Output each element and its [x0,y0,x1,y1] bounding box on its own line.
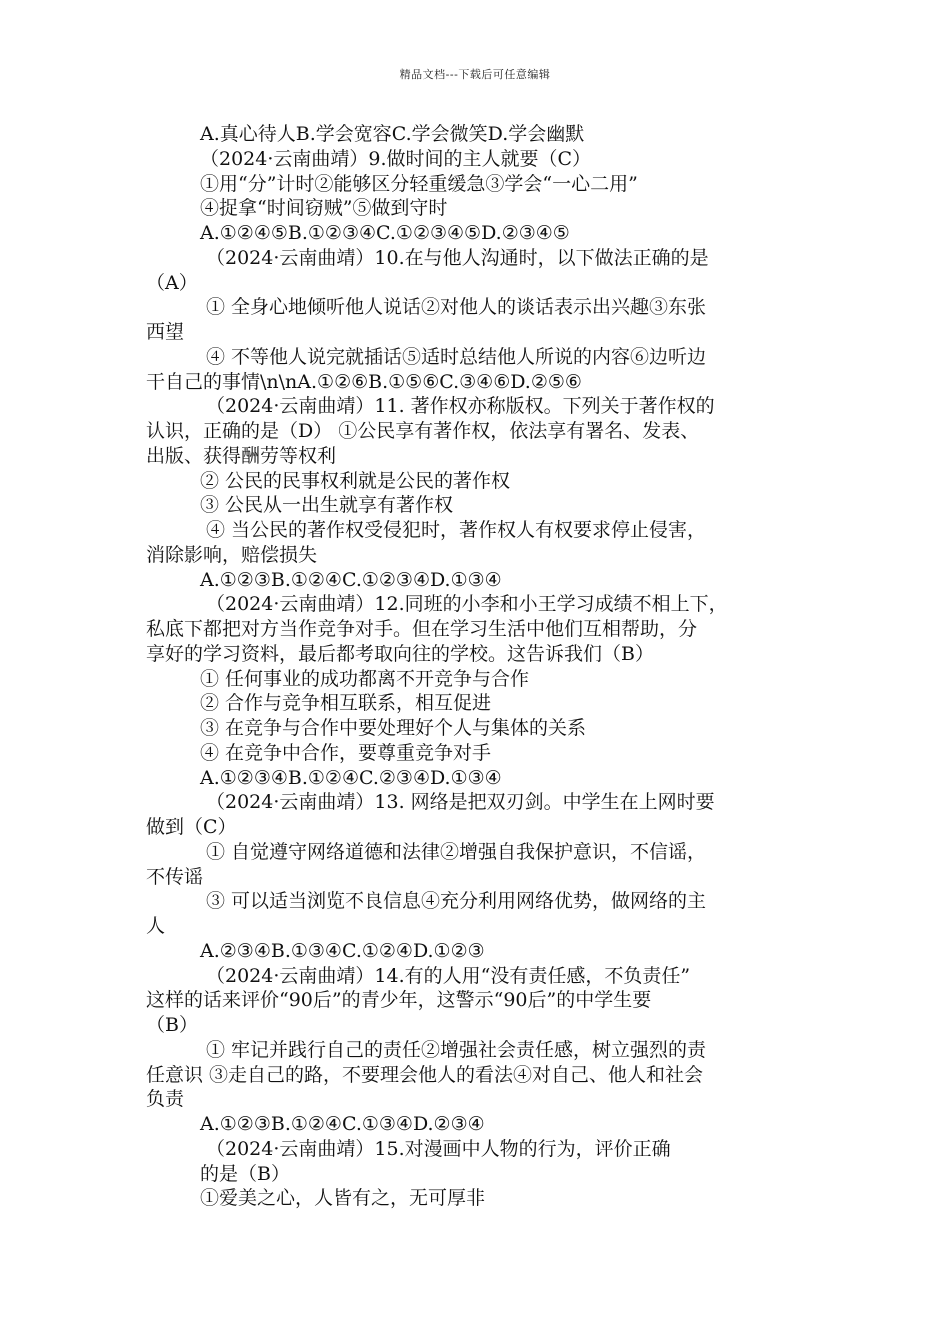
text-line: A.①②③④B.①②④C.②③④D.①③④ [200,766,502,789]
text-line: A.①②③B.①②④C.①②③④D.①③④ [200,568,502,591]
text-line: ③ 在竞争与合作中要处理好个人与集体的关系 [200,717,587,739]
text-line: 享好的学习资料，最后都考取向往的学校。这告诉我们（B） [146,642,654,665]
text-line: 消除影响，赔偿损失 [146,543,318,566]
text-line: 人 [146,915,166,937]
text-line: ③ 公民从一出生就享有著作权 [200,494,454,517]
text-line: ④ 当公民的著作权受侵犯时，著作权人有权要求停止侵害， [206,519,707,541]
page-header: 精品文档---下载后可任意编辑 [399,68,551,81]
text-line: （B） [146,1014,198,1036]
text-line: ② 公民的民事权利就是公民的著作权 [200,469,511,492]
text-line: ① 自觉遵守网络道德和法律②增强自我保护意识，不信谣， [206,840,707,863]
text-line: （2024·云南曲靖）13. 网络是把双刃剑。中学生在上网时要 [206,791,715,814]
text-line: 负责 [146,1088,185,1111]
text-line: 私底下都把对方当作竞争对手。但在学习生活中他们互相帮助，分 [146,618,698,640]
text-line: ① 任何事业的成功都离不开竞争与合作 [200,667,530,690]
text-line: （2024·云南曲靖）9.做时间的主人就要（C） [200,147,592,170]
text-line: （2024·云南曲靖）12.同班的小李和小王学习成绩不相上下， [206,593,728,616]
text-line: ① 牢记并践行自己的责任②增强社会责任感，树立强烈的责 [206,1038,707,1061]
text-line: 的是（B） [200,1162,290,1185]
text-line: ② 合作与竞争相互联系，相互促进 [200,692,492,715]
text-line: （2024·云南曲靖）14.有的人用“没有责任感，不负责任” [206,964,691,987]
text-line: 认识，正确的是（D） ①公民享有著作权，依法享有署名、发表、 [146,420,700,442]
text-line: 做到（C） [146,816,237,838]
document-body [146,122,816,1211]
text-line: （A） [146,271,198,294]
text-line: 这样的话来评价“90后”的青少年，这警示“90后”的中学生要 [146,989,652,1012]
text-line: 不传谣 [146,865,204,888]
text-line: ①用“分”计时②能够区分轻重缓急③学会“一心二用” [200,172,638,195]
text-line: ①爱美之心，人皆有之，无可厚非 [200,1187,486,1210]
text-line: ④捉拿“时间窃贼”⑤做到守时 [200,197,448,220]
text-line: 干自己的事情\n\nA.①②⑥B.①⑤⑥C.③④⑥D.②⑤⑥ [146,370,582,393]
text-line: ③ 可以适当浏览不良信息④充分利用网络优势，做网络的主 [206,890,707,913]
text-line: ④ 不等他人说完就插话⑤适时总结他人所说的内容⑥边听边 [206,345,707,368]
text-line: ④ 在竞争中合作，要尊重竞争对手 [200,741,492,764]
text-line: ① 全身心地倾听他人说话②对他人的谈话表示出兴趣③东张 [206,296,707,319]
text-line: （2024·云南曲靖）11. 著作权亦称版权。下列关于著作权的 [206,395,715,418]
text-line: （2024·云南曲靖）15.对漫画中人物的行为，评价正确 [206,1137,671,1160]
text-line: 任意识 ③走自己的路，不要理会他人的看法④对自己、他人和社会 [146,1063,704,1086]
text-line: （2024·云南曲靖）10.在与他人沟通时，以下做法正确的是 [206,246,709,269]
text-line: A.①②④⑤B.①②③④C.①②③④⑤D.②③④⑤ [200,222,570,244]
text-line: A.①②③B.①②④C.①③④D.②③④ [200,1113,485,1135]
text-line: 西望 [146,321,185,343]
text-line: A.②③④B.①③④C.①②④D.①②③ [200,939,485,962]
text-line: 出版、获得酬劳等权利 [146,444,337,467]
text-line: A.真心待人B.学会宽容C.学会微笑D.学会幽默 [200,123,585,145]
